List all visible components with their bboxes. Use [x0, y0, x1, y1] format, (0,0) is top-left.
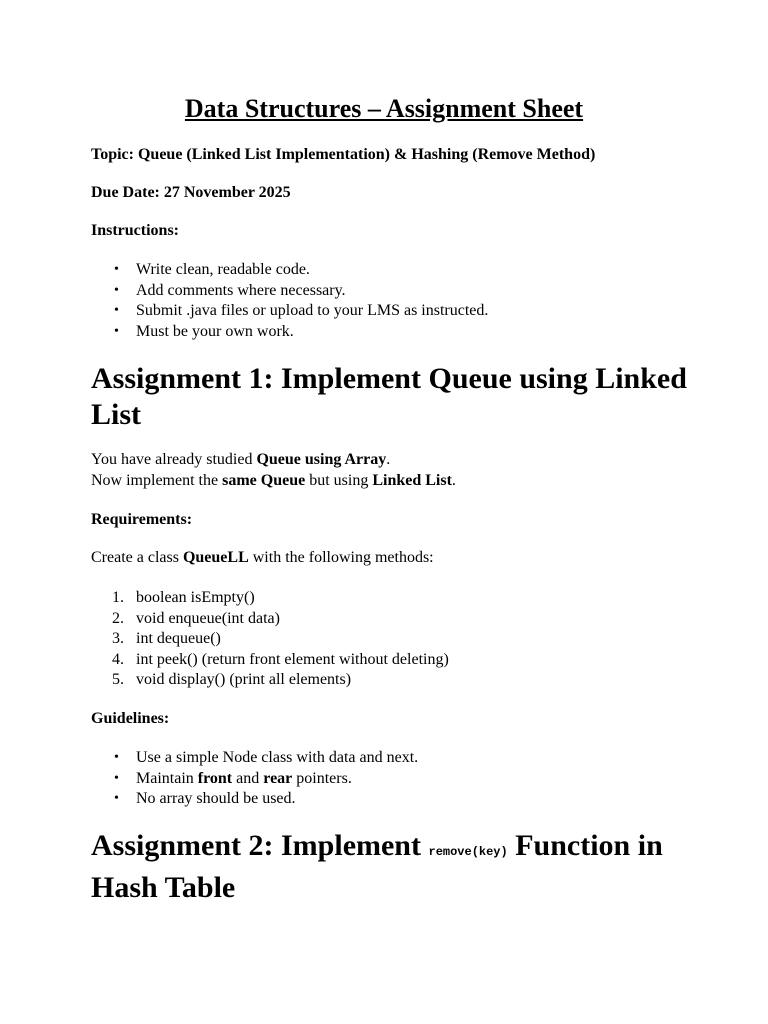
list-item: • Add comments where necessary. [136, 281, 488, 302]
list-number: 3. [112, 630, 124, 648]
intro-text: but using [305, 471, 373, 489]
list-item: • Use a simple Node class with data and next. [136, 748, 418, 769]
guideline-bold: rear [263, 769, 293, 787]
assignment2-heading [91, 828, 691, 906]
guideline-text: Maintain [136, 769, 198, 787]
intro-bold: Queue using Array [256, 451, 387, 468]
method-text: int dequeue() [136, 630, 221, 648]
list-item [112, 650, 449, 671]
method-text: boolean isEmpty() [136, 589, 255, 606]
list-item [112, 588, 449, 609]
class-text: Create a class [91, 549, 183, 566]
due-date-line: Due Date: 27 November 2025 [91, 184, 291, 201]
intro-bold: same Queue [222, 471, 306, 489]
class-text: with the following methods: [248, 549, 434, 566]
intro-bold: Linked List [372, 471, 452, 489]
intro-text: . [386, 451, 391, 468]
intro-text: You have already studied [91, 451, 257, 468]
list-item: • No array should be used. [136, 789, 418, 810]
assignment1-intro [91, 450, 681, 491]
heading-text: Function in [507, 829, 663, 862]
guidelines-label: Guidelines: [91, 710, 170, 727]
class-name: QueueLL [182, 549, 249, 566]
method-text: int peek() (return front element without deleting) [136, 650, 449, 668]
intro-text: Now implement the [91, 471, 223, 489]
intro-text: . [451, 471, 456, 489]
list-item: • Write clean, readable code. [136, 260, 488, 281]
list-number: 5. [112, 671, 124, 689]
instructions-list [91, 260, 488, 342]
list-item [136, 769, 418, 790]
page-title: Data Structures – Assignment Sheet [184, 94, 584, 123]
heading-text: Assignment 2: Implement [91, 829, 429, 862]
list-number: 4. [112, 650, 124, 668]
list-item: • Must be your own work. [136, 322, 488, 343]
instructions-label: Instructions: [91, 222, 180, 239]
guideline-bold: front [197, 769, 233, 787]
list-item: • Submit .java files or upload to your LMS as instructed. [136, 301, 488, 322]
requirements-label: Requirements: [91, 511, 193, 528]
heading-text: Hash Table [91, 871, 236, 904]
assignment1-heading: Assignment 1: Implement Queue using Linked List [91, 362, 687, 431]
list-item [112, 670, 449, 691]
list-item [112, 629, 449, 650]
list-item [112, 609, 449, 630]
guideline-text: and [232, 769, 264, 787]
topic-line: Topic: Queue (Linked List Implementation) & Hashing (Remove Method) [91, 146, 596, 163]
methods-list [91, 588, 449, 691]
list-number: 2. [112, 609, 124, 627]
method-text: void display() (print all elements) [136, 671, 352, 689]
guideline-text: pointers. [292, 769, 352, 787]
method-text: void enqueue(int data) [136, 609, 280, 627]
inline-code: remove(key) [428, 845, 508, 859]
list-number: 1. [112, 589, 124, 606]
guidelines-list [91, 748, 418, 810]
class-description [91, 548, 681, 569]
